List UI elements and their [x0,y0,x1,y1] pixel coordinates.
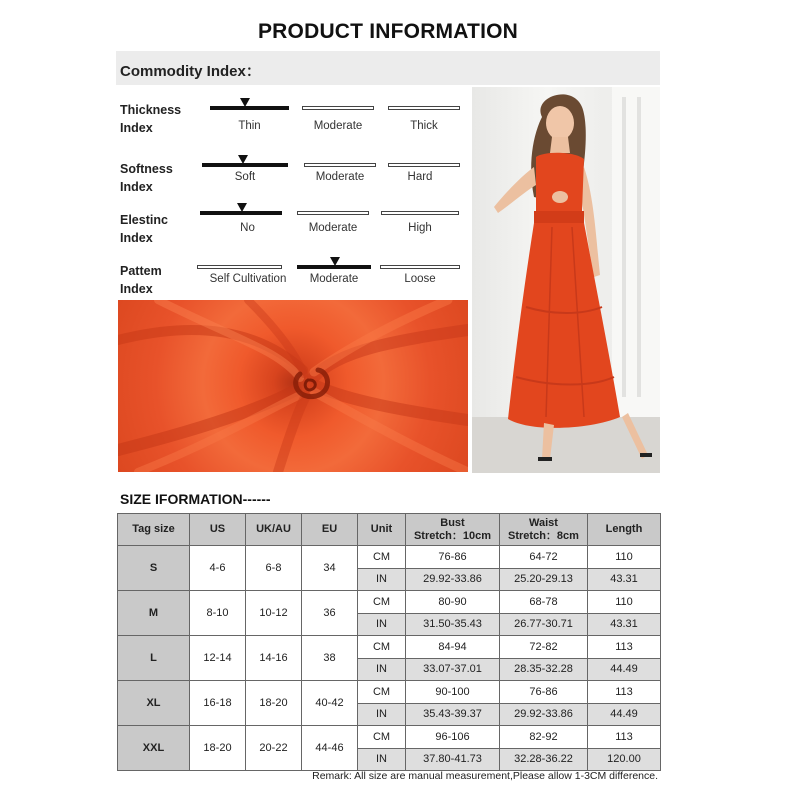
waist-cell: 26.77-30.71 [500,613,588,636]
unit-cell: CM [358,636,406,659]
unit-cell: CM [358,726,406,749]
pattern-option-self-cultivation: Self Cultivation [209,273,287,285]
waist-cell: 25.20-29.13 [500,568,588,591]
table-row [118,591,661,614]
length-cell: 110 [588,591,661,614]
product-model-photo [472,87,660,473]
us-cell: 12-14 [190,636,246,681]
bust-cell: 90-100 [406,681,500,704]
bust-cell: 84-94 [406,636,500,659]
thickness-scale-thin [210,106,289,110]
elastic-scale-moderate [297,211,369,215]
elastic-index-label: Elestinc Index [120,213,168,245]
pattern-scale-self-cultivation [197,265,282,269]
bust-cell: 29.92-33.86 [406,568,500,591]
bust-cell: 96-106 [406,726,500,749]
softness-scale-moderate [304,163,376,167]
table-row [118,726,661,749]
header-uk-au: UK/AU [246,514,302,546]
size-tag-cell: L [118,636,190,681]
us-cell: 8-10 [190,591,246,636]
fabric-swirl-graphic [118,300,468,472]
pattern-option-loose: Loose [404,273,436,285]
elastic-option-moderate: Moderate [308,222,358,234]
table-row [118,546,661,569]
size-tag-cell: S [118,546,190,591]
bust-cell: 76-86 [406,546,500,569]
bust-cell: 35.43-39.37 [406,703,500,726]
softness-option-soft: Soft [234,171,256,183]
ukau-cell: 20-22 [246,726,302,771]
pattern-option-moderate: Moderate [309,273,359,285]
waist-cell: 28.35-32.28 [500,658,588,681]
ukau-cell: 14-16 [246,636,302,681]
thickness-index-label: Thickness Index [120,103,182,135]
unit-cell: IN [358,748,406,771]
unit-cell: CM [358,546,406,569]
header-eu: EU [302,514,358,546]
softness-index-label: Softness Index [120,162,173,194]
size-tag-cell: XXL [118,726,190,771]
bust-cell: 31.50-35.43 [406,613,500,636]
header-waist: Waist Stretch：8cm [500,514,588,546]
table-row [118,681,661,704]
length-cell: 113 [588,681,661,704]
bust-cell: 80-90 [406,591,500,614]
ukau-cell: 6-8 [246,546,302,591]
eu-cell: 34 [302,546,358,591]
softness-scale-soft [202,163,288,167]
size-tag-cell: M [118,591,190,636]
length-cell: 110 [588,546,661,569]
header-bust: Bust Stretch：10cm [406,514,500,546]
waist-cell: 82-92 [500,726,588,749]
length-cell: 120.00 [588,748,661,771]
length-cell: 43.31 [588,568,661,591]
waist-cell: 32.28-36.22 [500,748,588,771]
ukau-cell: 18-20 [246,681,302,726]
elastic-option-high: High [408,222,432,234]
unit-cell: IN [358,568,406,591]
length-cell: 44.49 [588,658,661,681]
commodity-index-title: Commodity Index： [120,63,261,80]
commodity-index-bar [116,51,660,85]
pattern-scale-moderate [297,265,371,269]
waist-cell: 64-72 [500,546,588,569]
size-table [117,513,661,771]
bust-cell: 37.80-41.73 [406,748,500,771]
header-length: Length [588,514,661,546]
waist-cell: 72-82 [500,636,588,659]
header-tag-size: Tag size [118,514,190,546]
thickness-option-thin: Thin [238,120,261,132]
eu-cell: 44-46 [302,726,358,771]
length-cell: 113 [588,726,661,749]
waist-cell: 29.92-33.86 [500,703,588,726]
elastic-scale-high [381,211,459,215]
size-remark: Remark: All size are manual measurement,Please allow 1-3CM difference. [312,770,658,782]
us-cell: 18-20 [190,726,246,771]
softness-option-moderate: Moderate [315,171,365,183]
thickness-option-thick: Thick [410,120,438,132]
header-unit: Unit [358,514,406,546]
eu-cell: 36 [302,591,358,636]
thickness-scale-thick [388,106,460,110]
unit-cell: IN [358,613,406,636]
bust-cell: 33.07-37.01 [406,658,500,681]
eu-cell: 38 [302,636,358,681]
unit-cell: CM [358,591,406,614]
length-cell: 44.49 [588,703,661,726]
eu-cell: 40-42 [302,681,358,726]
us-cell: 16-18 [190,681,246,726]
header-us: US [190,514,246,546]
size-table-header-row [118,514,661,546]
us-cell: 4-6 [190,546,246,591]
softness-option-hard: Hard [407,171,433,183]
thickness-option-moderate: Moderate [313,120,363,132]
unit-cell: CM [358,681,406,704]
page-title: PRODUCT INFORMATION [257,20,519,43]
unit-cell: IN [358,658,406,681]
dress-model-illustration [472,87,660,473]
waist-cell: 76-86 [500,681,588,704]
thickness-scale-moderate [302,106,374,110]
elastic-scale-no [200,211,282,215]
ukau-cell: 10-12 [246,591,302,636]
pattern-index-label: Pattem Index [120,264,162,296]
unit-cell: IN [358,703,406,726]
length-cell: 43.31 [588,613,661,636]
elastic-option-no: No [240,222,255,234]
size-tag-cell: XL [118,681,190,726]
softness-scale-hard [388,163,460,167]
table-row [118,636,661,659]
pattern-scale-loose [380,265,460,269]
length-cell: 113 [588,636,661,659]
waist-cell: 68-78 [500,591,588,614]
size-information-title: SIZE IFORMATION------ [120,491,271,507]
fabric-swatch-image [118,300,468,472]
